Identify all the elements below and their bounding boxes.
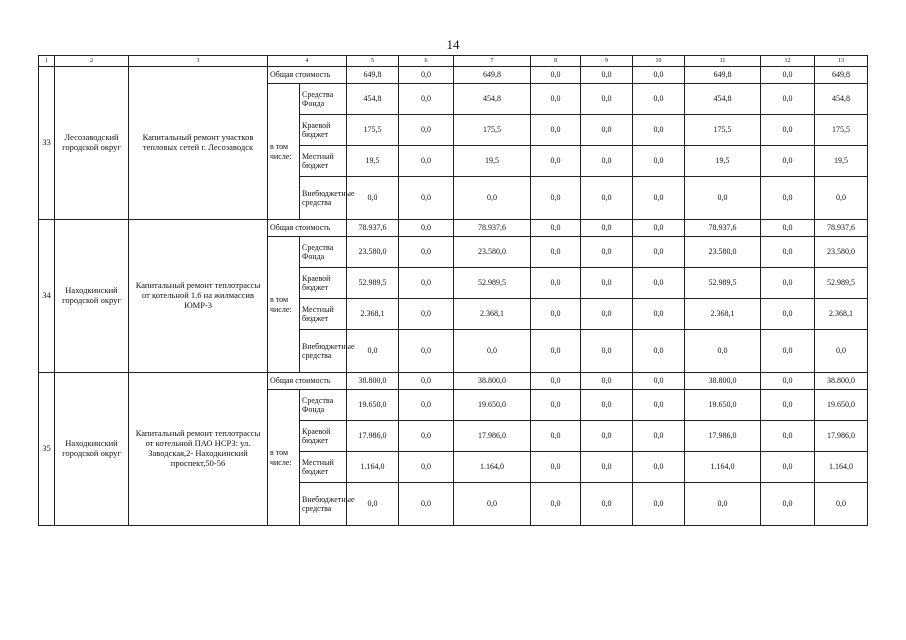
project-description: Капитальный ремонт участков тепловых сетей г. Лесозаводск [129, 67, 268, 220]
value-cell: 78.937,6 [685, 220, 761, 237]
value-cell: 0,0 [347, 177, 399, 220]
row-index: 35 [39, 373, 55, 526]
funding-source-label: Краевой бюджет [300, 421, 347, 452]
value-cell: 2.368,1 [815, 299, 868, 330]
value-cell: 0,0 [399, 177, 454, 220]
value-cell: 0,0 [761, 67, 815, 84]
column-number: 3 [129, 56, 268, 67]
value-cell: 19,5 [685, 146, 761, 177]
value-cell: 0,0 [633, 299, 685, 330]
value-cell: 0,0 [531, 421, 581, 452]
value-cell: 1.164,0 [347, 452, 399, 483]
table-row [39, 220, 868, 237]
total-cost-label: Общая стоимость [268, 373, 347, 390]
value-cell: 2.368,1 [685, 299, 761, 330]
value-cell: 0,0 [761, 452, 815, 483]
value-cell: 0,0 [815, 330, 868, 373]
value-cell: 0,0 [761, 237, 815, 268]
column-number: 12 [761, 56, 815, 67]
row-index: 33 [39, 67, 55, 220]
value-cell: 0,0 [399, 483, 454, 526]
value-cell: 0,0 [399, 268, 454, 299]
value-cell: 0,0 [761, 421, 815, 452]
value-cell: 0,0 [347, 330, 399, 373]
value-cell: 0,0 [761, 330, 815, 373]
column-number: 10 [633, 56, 685, 67]
value-cell: 19,5 [454, 146, 531, 177]
value-cell: 0,0 [531, 177, 581, 220]
value-cell: 0,0 [531, 115, 581, 146]
row-index: 34 [39, 220, 55, 373]
value-cell: 23.580,0 [347, 237, 399, 268]
in-total-label: в том числе: [268, 84, 300, 220]
in-total-label: в том числе: [268, 390, 300, 526]
value-cell: 0,0 [581, 390, 633, 421]
value-cell: 0,0 [761, 373, 815, 390]
table-body [39, 56, 868, 526]
value-cell: 0,0 [761, 299, 815, 330]
value-cell: 0,0 [633, 67, 685, 84]
value-cell: 0,0 [633, 220, 685, 237]
column-number-row [39, 56, 868, 67]
value-cell: 17.986,0 [454, 421, 531, 452]
value-cell: 38.800,0 [685, 373, 761, 390]
value-cell: 0,0 [761, 220, 815, 237]
value-cell: 0,0 [531, 299, 581, 330]
value-cell: 19.650,0 [815, 390, 868, 421]
value-cell: 17.986,0 [347, 421, 399, 452]
value-cell: 0,0 [633, 452, 685, 483]
value-cell: 0,0 [399, 452, 454, 483]
value-cell: 1.164,0 [815, 452, 868, 483]
value-cell: 0,0 [761, 115, 815, 146]
value-cell: 0,0 [633, 390, 685, 421]
value-cell: 0,0 [399, 84, 454, 115]
value-cell: 38.800,0 [815, 373, 868, 390]
value-cell: 0,0 [531, 452, 581, 483]
value-cell: 0,0 [399, 330, 454, 373]
value-cell: 0,0 [531, 483, 581, 526]
value-cell: 0,0 [399, 237, 454, 268]
column-number: 2 [55, 56, 129, 67]
value-cell: 17.986,0 [815, 421, 868, 452]
value-cell: 454,8 [815, 84, 868, 115]
funding-source-label: Внебюджетные средства [300, 177, 347, 220]
total-cost-label: Общая стоимость [268, 67, 347, 84]
value-cell: 0,0 [531, 373, 581, 390]
funding-source-label: Внебюджетные средства [300, 483, 347, 526]
value-cell: 23.580,0 [454, 237, 531, 268]
value-cell: 52.989,5 [685, 268, 761, 299]
value-cell: 0,0 [633, 84, 685, 115]
column-number: 8 [531, 56, 581, 67]
value-cell: 0,0 [531, 84, 581, 115]
value-cell: 0,0 [581, 115, 633, 146]
value-cell: 2.368,1 [454, 299, 531, 330]
value-cell: 0,0 [399, 421, 454, 452]
value-cell: 0,0 [633, 237, 685, 268]
value-cell: 0,0 [531, 220, 581, 237]
value-cell: 0,0 [531, 67, 581, 84]
value-cell: 19,5 [347, 146, 399, 177]
value-cell: 649,8 [685, 67, 761, 84]
value-cell: 454,8 [347, 84, 399, 115]
value-cell: 0,0 [581, 483, 633, 526]
value-cell: 0,0 [633, 373, 685, 390]
value-cell: 52.989,5 [347, 268, 399, 299]
value-cell: 0,0 [581, 67, 633, 84]
value-cell: 0,0 [685, 177, 761, 220]
project-description: Капитальный ремонт теплотрассы от котельной ПАО НСРЗ: ул. Заводская,2- Находкинский проспект,50-56 [129, 373, 268, 526]
value-cell: 0,0 [581, 299, 633, 330]
value-cell: 0,0 [531, 390, 581, 421]
funding-source-label: Средства Фонда [300, 237, 347, 268]
value-cell: 0,0 [454, 483, 531, 526]
value-cell: 78.937,6 [454, 220, 531, 237]
value-cell: 0,0 [347, 483, 399, 526]
project-description: Капитальный ремонт теплотрассы от котельной 1.6 на жилмассив ЮМР-3 [129, 220, 268, 373]
value-cell: 0,0 [454, 177, 531, 220]
total-cost-label: Общая стоимость [268, 220, 347, 237]
value-cell: 0,0 [531, 330, 581, 373]
table-row [39, 373, 868, 390]
funding-source-label: Краевой бюджет [300, 268, 347, 299]
column-number: 5 [347, 56, 399, 67]
value-cell: 38.800,0 [347, 373, 399, 390]
value-cell: 0,0 [581, 268, 633, 299]
table-row [39, 67, 868, 84]
value-cell: 175,5 [347, 115, 399, 146]
page-number: 14 [446, 37, 460, 52]
column-number: 11 [685, 56, 761, 67]
value-cell: 0,0 [581, 452, 633, 483]
value-cell: 0,0 [633, 115, 685, 146]
column-number: 6 [399, 56, 454, 67]
value-cell: 1.164,0 [685, 452, 761, 483]
value-cell: 0,0 [815, 483, 868, 526]
value-cell: 0,0 [633, 483, 685, 526]
value-cell: 0,0 [761, 177, 815, 220]
funding-source-label: Внебюджетные средства [300, 330, 347, 373]
region-name: Лесозаводский городской округ [55, 67, 129, 220]
funding-source-label: Средства Фонда [300, 84, 347, 115]
value-cell: 0,0 [399, 299, 454, 330]
funding-table [38, 55, 868, 526]
region-name: Находкинский городской округ [55, 373, 129, 526]
value-cell: 0,0 [531, 268, 581, 299]
value-cell: 0,0 [581, 146, 633, 177]
value-cell: 454,8 [454, 84, 531, 115]
column-number: 13 [815, 56, 868, 67]
value-cell: 19.650,0 [454, 390, 531, 421]
value-cell: 0,0 [685, 330, 761, 373]
value-cell: 52.989,5 [815, 268, 868, 299]
value-cell: 0,0 [761, 390, 815, 421]
value-cell: 19.650,0 [685, 390, 761, 421]
value-cell: 0,0 [399, 67, 454, 84]
value-cell: 17.986,0 [685, 421, 761, 452]
value-cell: 23.580,0 [685, 237, 761, 268]
value-cell: 0,0 [399, 390, 454, 421]
value-cell: 0,0 [581, 373, 633, 390]
column-number: 7 [454, 56, 531, 67]
value-cell: 78.937,6 [815, 220, 868, 237]
value-cell: 38.800,0 [454, 373, 531, 390]
value-cell: 0,0 [761, 84, 815, 115]
funding-source-label: Местный бюджет [300, 299, 347, 330]
value-cell: 2.368,1 [347, 299, 399, 330]
value-cell: 0,0 [685, 483, 761, 526]
value-cell: 0,0 [581, 421, 633, 452]
value-cell: 1.164,0 [454, 452, 531, 483]
value-cell: 649,8 [347, 67, 399, 84]
value-cell: 52.989,5 [454, 268, 531, 299]
value-cell: 0,0 [581, 220, 633, 237]
value-cell: 0,0 [399, 373, 454, 390]
value-cell: 0,0 [761, 483, 815, 526]
value-cell: 0,0 [761, 268, 815, 299]
value-cell: 19.650,0 [347, 390, 399, 421]
value-cell: 0,0 [399, 220, 454, 237]
region-name: Находкинский городской округ [55, 220, 129, 373]
funding-source-label: Средства Фонда [300, 390, 347, 421]
value-cell: 0,0 [581, 237, 633, 268]
value-cell: 175,5 [454, 115, 531, 146]
funding-source-label: Местный бюджет [300, 146, 347, 177]
value-cell: 649,8 [454, 67, 531, 84]
value-cell: 0,0 [633, 330, 685, 373]
value-cell: 0,0 [581, 330, 633, 373]
value-cell: 0,0 [531, 237, 581, 268]
value-cell: 23.580,0 [815, 237, 868, 268]
value-cell: 0,0 [633, 177, 685, 220]
value-cell: 0,0 [633, 421, 685, 452]
value-cell: 0,0 [454, 330, 531, 373]
value-cell: 0,0 [761, 146, 815, 177]
value-cell: 175,5 [815, 115, 868, 146]
value-cell: 19,5 [815, 146, 868, 177]
value-cell: 78.937,6 [347, 220, 399, 237]
value-cell: 454,8 [685, 84, 761, 115]
funding-source-label: Местный бюджет [300, 452, 347, 483]
value-cell: 0,0 [399, 115, 454, 146]
value-cell: 0,0 [633, 146, 685, 177]
in-total-label: в том числе: [268, 237, 300, 373]
value-cell: 175,5 [685, 115, 761, 146]
column-number: 1 [39, 56, 55, 67]
value-cell: 0,0 [633, 268, 685, 299]
value-cell: 0,0 [815, 177, 868, 220]
funding-source-label: Краевой бюджет [300, 115, 347, 146]
value-cell: 0,0 [581, 177, 633, 220]
column-number: 9 [581, 56, 633, 67]
value-cell: 0,0 [581, 84, 633, 115]
column-number: 4 [268, 56, 347, 67]
value-cell: 649,8 [815, 67, 868, 84]
value-cell: 0,0 [399, 146, 454, 177]
value-cell: 0,0 [531, 146, 581, 177]
